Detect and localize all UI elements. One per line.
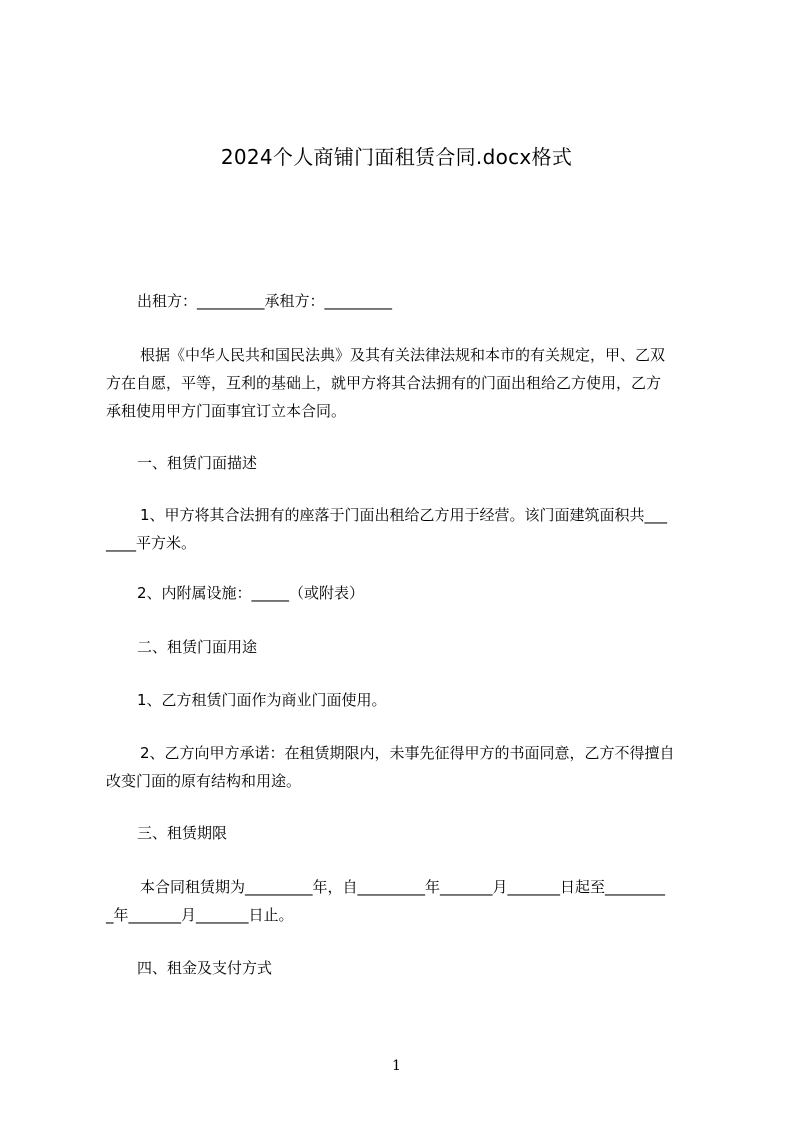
section-4-heading: 四、租金及支付方式 <box>137 959 273 977</box>
section-3-heading: 三、租赁期限 <box>137 824 228 842</box>
section-2-item-1: 1、乙方租赁门面作为商业门面使用。 <box>137 691 387 709</box>
parties-line: 出租方：_________承租方：_________ <box>137 292 393 310</box>
section-2-heading: 二、租赁门面用途 <box>137 638 258 656</box>
section-1-heading: 一、租赁门面描述 <box>137 454 258 472</box>
section-1-item-1-line-1: 1、甲方将其合法拥有的座落于门面出租给乙方用于经营。该门面建筑面积共___ <box>140 506 668 524</box>
section-2-item-2-line-1: 2、乙方向甲方承诺：在租赁期限内，未事先征得甲方的书面同意，乙方不得擅自 <box>140 744 675 762</box>
page-number: 1 <box>392 1058 401 1074</box>
section-3-term-line-1: 本合同租赁期为_________年，自_________年_______月_______日起至________ <box>140 878 666 896</box>
section-1-item-1-line-2: ____平方米。 <box>106 534 197 552</box>
section-3-term-line-2: _年_______月_______日止。 <box>106 906 294 924</box>
preamble-line-3: 承租使用甲方门面事宜订立本合同。 <box>106 402 347 420</box>
preamble-line-2: 方在自愿，平等，互利的基础上，就甲方将其合法拥有的门面出租给乙方使用，乙方 <box>106 374 662 392</box>
section-1-item-2: 2、内附属设施：_____（或附表） <box>137 584 365 602</box>
preamble-line-1: 根据《中华人民共和国民法典》及其有关法律法规和本市的有关规定，甲、乙双 <box>140 346 666 364</box>
document-title: 2024个人商铺门面租赁合同.docx格式 <box>220 145 573 169</box>
section-2-item-2-line-2: 改变门面的原有结构和用途。 <box>106 772 302 790</box>
